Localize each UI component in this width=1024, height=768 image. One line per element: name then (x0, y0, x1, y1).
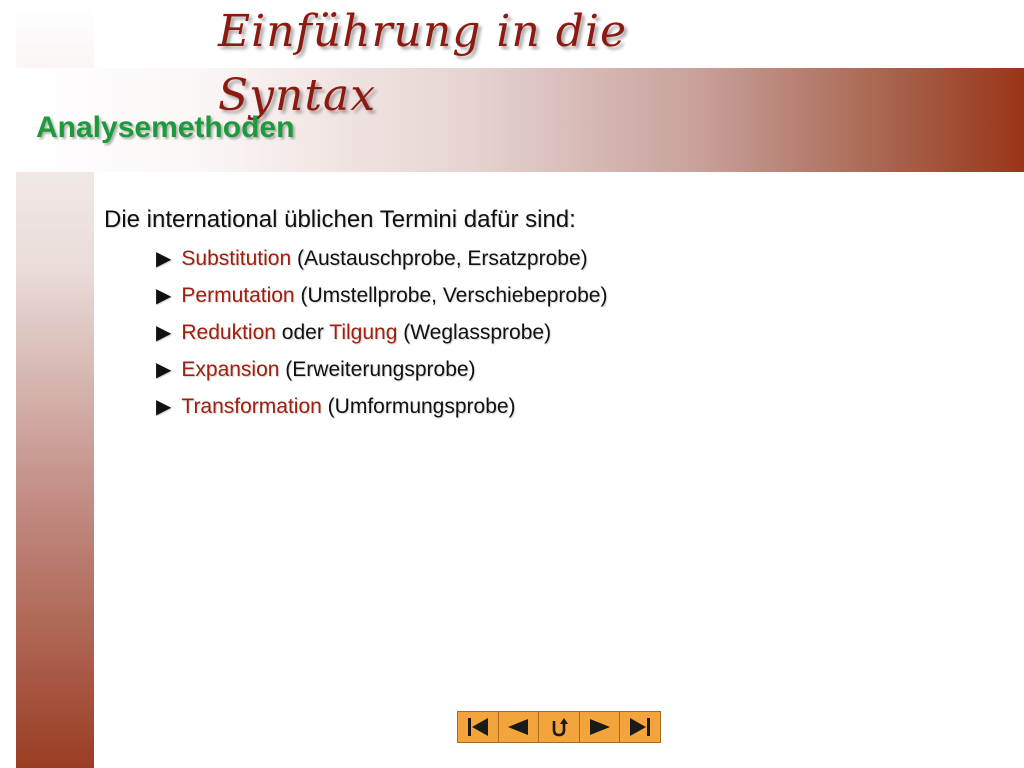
bullet-arrow-icon: ▶ (156, 359, 172, 381)
first-slide-button[interactable] (458, 712, 499, 742)
bullet-item (156, 351, 984, 388)
slide-title: Analysemethoden (36, 111, 295, 144)
term-description: (Erweiterungsprobe) (279, 358, 476, 381)
term-description: (Austauschprobe, Ersatzprobe) (291, 247, 588, 270)
bullet-arrow-icon: ▶ (156, 285, 172, 307)
term-label: Expansion (181, 358, 280, 381)
term-connector: oder (275, 321, 330, 344)
previous-slide-icon (505, 716, 531, 738)
previous-slide-button[interactable] (499, 712, 540, 742)
last-slide-button[interactable] (620, 712, 660, 742)
bullet-arrow-icon: ▶ (156, 322, 172, 344)
slide-navigation-bar (457, 711, 661, 743)
intro-text: Die international üblichen Termini dafür sind: (104, 206, 576, 233)
return-button[interactable] (539, 712, 580, 742)
bullet-item (156, 314, 984, 351)
slide-content (104, 200, 984, 425)
term-label: Substitution (181, 247, 292, 270)
term-description: (Umstellprobe, Verschiebeprobe) (294, 284, 608, 307)
return-icon (546, 716, 572, 738)
term-label: Reduktion (181, 321, 276, 344)
bullet-arrow-icon: ▶ (156, 396, 172, 418)
term-description: (Umformungsprobe) (321, 395, 516, 418)
next-slide-icon (587, 716, 613, 738)
bullet-item (156, 277, 984, 314)
deck-title: Einführung in die Syntax (218, 6, 628, 121)
term-label: Tilgung (329, 321, 398, 344)
next-slide-button[interactable] (580, 712, 621, 742)
last-slide-icon (627, 716, 653, 738)
bullet-list (104, 240, 984, 425)
bullet-arrow-icon: ▶ (156, 248, 172, 270)
bullet-item (156, 240, 984, 277)
term-label: Transformation (181, 395, 322, 418)
term-description: (Weglassprobe) (397, 321, 552, 344)
bullet-item (156, 388, 984, 425)
first-slide-icon (465, 716, 491, 738)
term-label: Permutation (181, 284, 295, 307)
